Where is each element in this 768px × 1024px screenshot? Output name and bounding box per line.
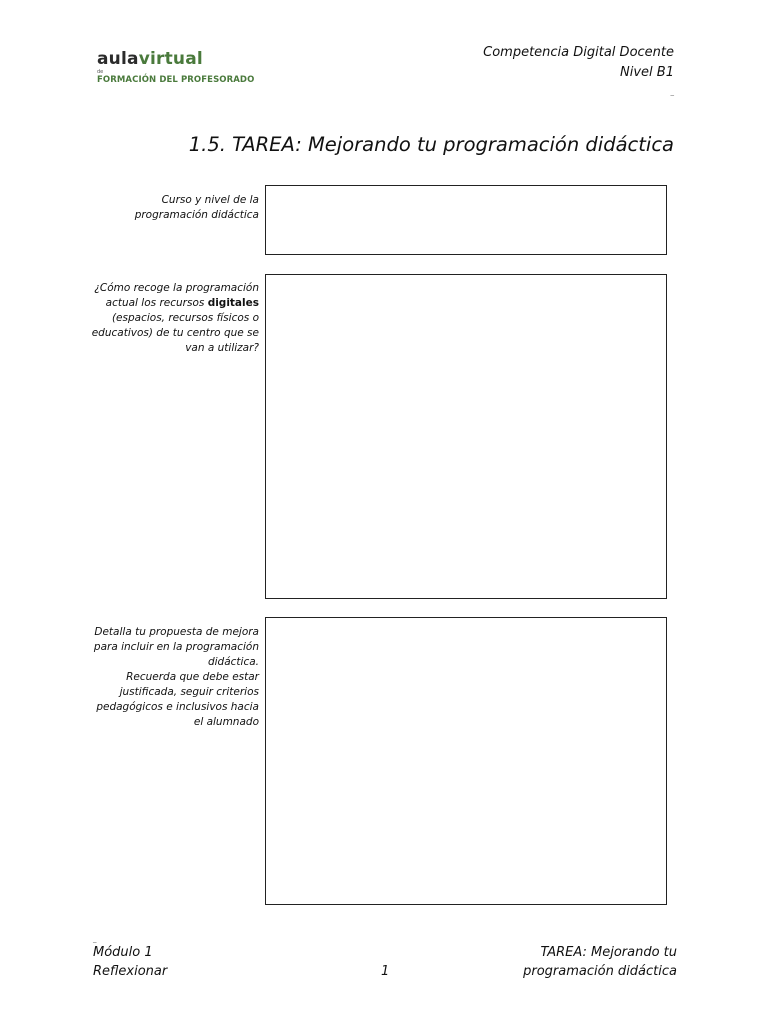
answer-box-recursos[interactable] [265,274,667,599]
logo-wordmark [97,50,254,68]
footer-module-number: Módulo 1 [93,945,153,960]
header-nivel: Nivel B1 [620,65,674,80]
logo-de: de [97,69,104,75]
aulavirtual-logo [97,50,254,85]
footer-module-name: Reflexionar [93,964,168,979]
field-label-recursos-post: (espacios, recursos físicos o educativos) de tu centro que se van a utilizar? [91,312,259,354]
logo-part-aula: aula [97,49,139,69]
footer-dash: _ [93,935,97,943]
field-label-curso: Curso y nivel de la programación didáctica [134,194,259,221]
field-label-recursos-pre: ¿Cómo recoge la programación actual los recursos [94,282,259,309]
answer-box-curso[interactable] [265,185,667,255]
field-label-propuesta [88,625,259,730]
field-label-recursos [88,281,259,356]
field-label-recursos-bold: digitales [207,297,259,309]
footer-task [523,943,677,981]
footer-task-line2: programación didáctica [523,964,677,979]
footer-task-line1: TAREA: Mejorando tu [540,945,677,960]
header-info [483,43,674,83]
answer-box-propuesta[interactable] [265,617,667,905]
footer-module [93,943,167,981]
page-number: 1 [381,964,390,979]
field-label-propuesta-p1: Detalla tu propuesta de mejora para incluir en la programación didáctica. [93,626,259,668]
logo-subtitle: FORMACIÓN DEL PROFESORADO [97,75,255,85]
header-dash: _ [670,88,674,96]
header-competencia: Competencia Digital Docente [483,45,674,60]
field-label-propuesta-p2: Recuerda que debe estar justificada, seguir criterios pedagógicos e inclusivos hacia el alumnado [96,671,259,728]
page-title: 1.5. TAREA: Mejorando tu programación didáctica [188,133,674,156]
logo-part-virtual: virtual [138,49,203,69]
